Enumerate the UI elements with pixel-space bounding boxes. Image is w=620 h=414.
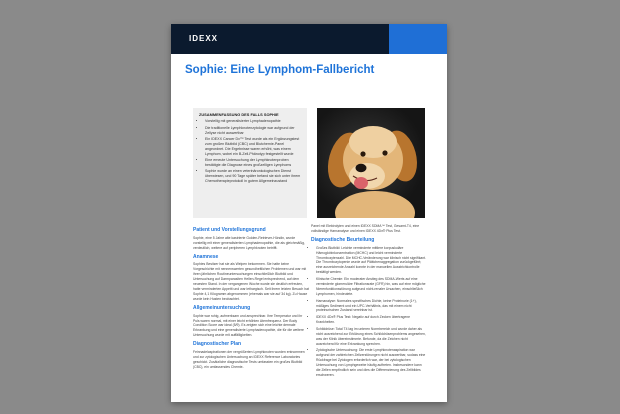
list-item: • IDEXX 4Dx® Plus Test: Negativ auf durch Zecken übertragene Krankheiten. [316, 315, 427, 325]
section-text: Sophie, eine 5 Jahre alte kastrierte Golden-Retriever-Hündin, wurde vorstellig mit einer generalisierten Lymphadenopathie, die als gleichmäßig, verdeutlich, weitere auf peripheren Lymphknoten betrifft. [193, 235, 306, 250]
list-item: • Eine erneute Untersuchung der Lymphknotenproben bestätigte die Diagnose eines großzelligen Lymphoms [205, 158, 301, 168]
section-heading: Patient und Vorstellungsgrund [193, 227, 266, 233]
findings-list [311, 246, 427, 378]
left-column [193, 224, 309, 371]
right-column [311, 224, 427, 380]
list-item: • Vorstellig mit generalisierter Lymphadenopathie [205, 119, 301, 124]
list-item: • Ein IDEXX Cancer Dx™ Test wurde als ein Ergänzungstest zum großen Blutbild (CBC) und Blutchemie-Panel angeordnet. Die Ergebnisse waren erhöht, was einem Lymphom, wobei ein B-Zell-Phänotyp festgestellt wurde [205, 137, 301, 156]
section-heading: Diagnostischer Plan [193, 341, 242, 348]
page-title: Sophie: Eine Lymphom-Fallbericht [185, 64, 375, 76]
list-item: • Klinische Chemie: Ein moderater Anstieg des SDMA-Werts auf eine verminderte glomeruläre Filtrationsrate (GFR) hin, was auf eine mögliche Nierenfunktionsstörung aufgrund nicht-renaler Ursachen, einschließlich Lymphomen, hindeutete. [316, 277, 427, 297]
list-item: • Schilddrüse: Total T4 lag im unteren Normbereich und wurde daher als nicht ausreichend zur Erklärung eines Schilddrüsenproblems angesehen, was der Klinik übereinstimmte. Befunde, da die Zeichen nicht ausreichend für eine Erkrankung sprechen. [316, 327, 427, 347]
header-accent-stripe [389, 24, 447, 54]
section-text: Panel mit Elektrolyten und einen IDEXX SDMA™ Test, Gesamt-T4, eine vollständige Harnanalyse und einen IDEXX 4Dx® Plus Test. [311, 224, 420, 233]
summary-title: ZUSAMMENFASSUNG DES FALLS SOPHIE [199, 112, 279, 117]
document-header [171, 24, 447, 54]
list-item: • Die traditionelle Lymphknotenzytologie war aufgrund der Zellyse nicht auswertbar [205, 126, 301, 136]
document-page [171, 24, 447, 402]
summary-list [199, 119, 301, 184]
section-text: Sophies Besitzer hat sie als Welpen bekommen. Sie hatte keine Vorgeschichte mit nennenswerten gesundheitlichen Problemen und war mit ihren jährlichen Routineuntersuchungen einschließlich Blutbild und Untersuchung auf Darmparasiten Hellen-Regel entsprechend, auf dem neuesten Stand. In der vergangenen Woche wurde sie deutlich erfreuten, hatte verminderten Appetit und war lethargisch. Seit ihrem letzten Besuch hat Sophie 4,1 Kilogramm abgenommen (ehemals war sie auf 34 kg). Zu Hause wurde kein Husten beobachtet. [193, 262, 309, 301]
section-heading: Allgemeinuntersuchung [193, 304, 251, 311]
section-text: Feinnadelaspirationen der vergrößerten Lymphknoten wurden entnommen und zur zytologischen Untersuchung an IDEXX Reference Laboratories geschickt. Zusätzliche diagnostische Tests umfassten ein großes Blutbild (CBC), ein umfassendes Chemie- [193, 350, 305, 369]
golden-retriever-photo [317, 108, 425, 218]
list-item: • Harnanalyse: Normales spezifisches Dichte, keine Proteinurie (1+), mäßiges Sediment und ein UPC-Verhältnis, das mit einem nicht proteinurischen Zustand vereinbar ist. [316, 299, 427, 314]
dog-illustration [317, 108, 425, 218]
brand-logo: IDEXX [189, 34, 219, 43]
section-heading: Anamnese [193, 253, 219, 260]
list-item: • Großes Blutbild: Leichte verminderte mittlere korpuskuläre Hämoglobinkonzentration (MCHC) und leicht verminderte Thrombozytenzahl. Die MCHC-Veränderung war klinisch nicht signifikant. Die Thrombozytopenie wurde auf Plättchenaggregation zurückgeführt; eine ausreichende Anzahl konnte in der manuellen Ausstrichkontrolle bestätigt werden. [316, 246, 427, 276]
list-item: • Sophie wurde an einen veterinäronkologischen Dienst überwiesen, und 90 Tage später befand sie sich unter ihrem Chemotherapieprotokoll in gutem Allgemeinzustand [205, 169, 301, 184]
list-item: • Zytologische Untersuchung: Die erste Lymphknotenaspiration war aufgrund der zahlreichen Zellzerstörungen nicht auswertbar, sodass eine Rückfrage bei Zytologen erforderlich war, der bei zytologischen Untersuchung von Lymphgewebe häufig auftreten. Insbesondere kann die Zellen empfindlich sein und dies die Differenzierung des Zellbildes erschweren. [316, 348, 427, 378]
section-text: Sophie war ruhig, aufmerksam und ansprechbar. Ihre Temperatur und ihr Puls waren normal, mit einer leicht erhöhten Atemfrequenz. Der Body Condition Score war ideal (5/9). Es zeigten sich eine leichte dermale Erkrankung und eine generalisierte Lymphadenopathie, die für die weitere Untersuchung wurde mit auffälligkeiten. [193, 313, 304, 338]
case-summary-box [193, 108, 307, 218]
section-heading: Diagnostische Beurteilung [311, 236, 375, 243]
